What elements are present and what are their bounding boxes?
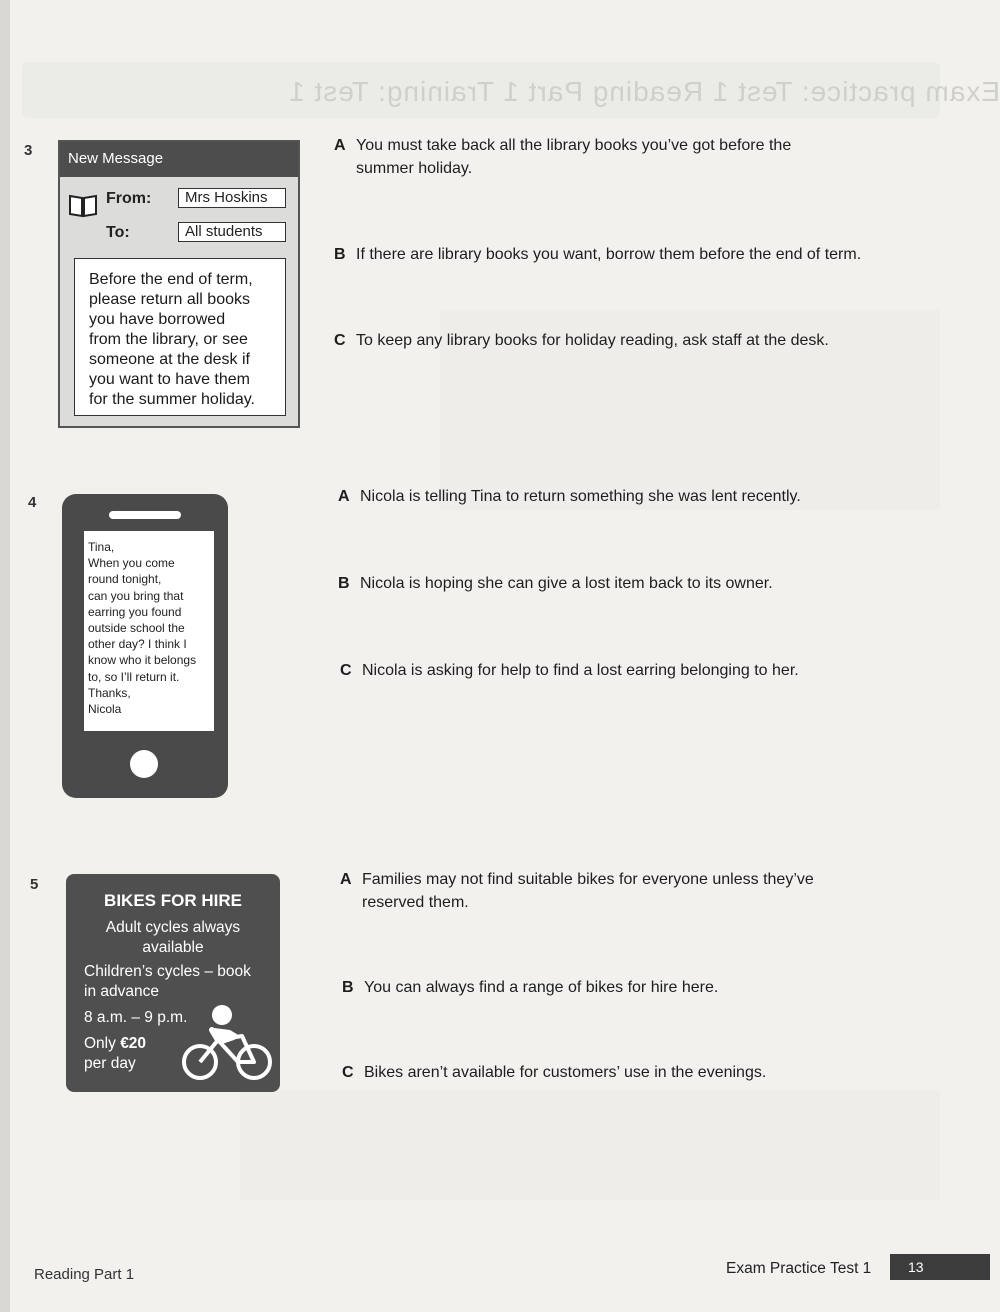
text-line: can you bring that (88, 588, 184, 603)
text-line: round tonight, (88, 572, 162, 587)
message-line: for the summer holiday. (89, 391, 255, 408)
text-line: Nicola (88, 702, 122, 717)
footer-test-label: Exam Practice Test 1 (726, 1260, 872, 1277)
sign-title: BIKES FOR HIRE (104, 891, 242, 910)
page-edge (0, 0, 10, 1312)
text-line: know who it belongs (88, 653, 197, 668)
show-through-text: Exam practice: Test 1 Reading Part 1 Training: Test 1 (288, 76, 1000, 107)
sign-text: available (142, 939, 204, 956)
sign-hours: 8 a.m. – 9 p.m. (84, 1009, 188, 1026)
phone-speaker (109, 511, 181, 519)
message-window-title: New Message (60, 142, 298, 177)
footer-section-label: Reading Part 1 (34, 1266, 135, 1283)
to-field: All students (178, 222, 286, 242)
message-line: please return all books (89, 291, 250, 308)
option-letter: C (334, 332, 346, 349)
open-book-icon (68, 192, 98, 218)
phone-home-button (130, 750, 158, 778)
message-line: from the library, or see (89, 331, 248, 348)
option-letter: B (338, 575, 350, 592)
from-label: From: (106, 190, 152, 207)
sign-price-value: €20 (120, 1035, 147, 1052)
option-letter: C (340, 662, 352, 679)
option-letter: A (338, 488, 350, 505)
sign-text: Adult cycles always (105, 919, 241, 936)
to-label: To: (106, 224, 130, 241)
sign-text: in advance (84, 983, 159, 1000)
option-letter: A (340, 871, 352, 888)
text-line: other day? I think I (88, 637, 187, 652)
message-line: you have borrowed (89, 311, 226, 328)
phone-screen (84, 531, 214, 731)
option-text: Bikes aren’t available for customers’ use in the evenings. (364, 1064, 767, 1081)
from-field: Mrs Hoskins (178, 188, 286, 208)
option-letter: A (334, 137, 346, 154)
sign-adult-cycles (66, 918, 280, 958)
text-line: earring you found (88, 604, 182, 619)
option-text: summer holiday. (356, 160, 473, 177)
option-text: You must take back all the library books you’ve got before the (356, 137, 792, 154)
message-line: you want to have them (89, 371, 250, 388)
question-number-4: 4 (28, 494, 37, 511)
page-number: 13 (890, 1254, 990, 1280)
option-letter: B (342, 979, 354, 996)
message-line: Before the end of term, (89, 271, 253, 288)
mobile-phone (62, 494, 228, 798)
option-letter: C (342, 1064, 354, 1081)
sign-price (84, 1034, 146, 1074)
sign-children-cycles (84, 962, 251, 1002)
text-line: outside school the (88, 621, 185, 636)
text-line: Thanks, (88, 685, 131, 700)
text-line: Tina, (88, 540, 115, 554)
sign-price-prefix: Only (84, 1035, 121, 1052)
sign-text: Children’s cycles – book (84, 963, 251, 980)
bikes-for-hire-sign (66, 874, 280, 1092)
message-body (74, 258, 286, 416)
option-text: Nicola is telling Tina to return something she was lent recently. (360, 488, 801, 505)
question-number-3: 3 (24, 142, 33, 159)
option-text: Nicola is asking for help to find a lost earring belonging to her. (362, 662, 799, 679)
new-message-window (58, 140, 300, 428)
show-through-box-lower (240, 1090, 940, 1200)
cyclist-icon (178, 1000, 276, 1086)
option-text: You can always find a range of bikes for hire here. (364, 979, 719, 996)
option-text: Nicola is hoping she can give a lost item back to its owner. (360, 575, 773, 592)
option-text: To keep any library books for holiday reading, ask staff at the desk. (356, 332, 829, 349)
sign-price-suffix: per day (84, 1055, 136, 1072)
text-line: to, so I’ll return it. (88, 669, 180, 684)
option-text: reserved them. (362, 894, 469, 911)
message-line: someone at the desk if (89, 351, 250, 368)
option-text: Families may not find suitable bikes for everyone unless they’ve (362, 871, 814, 888)
question-number-5: 5 (30, 876, 39, 893)
text-line: When you come (88, 556, 175, 571)
option-letter: B (334, 246, 346, 263)
option-text: If there are library books you want, borrow them before the end of term. (356, 246, 862, 263)
